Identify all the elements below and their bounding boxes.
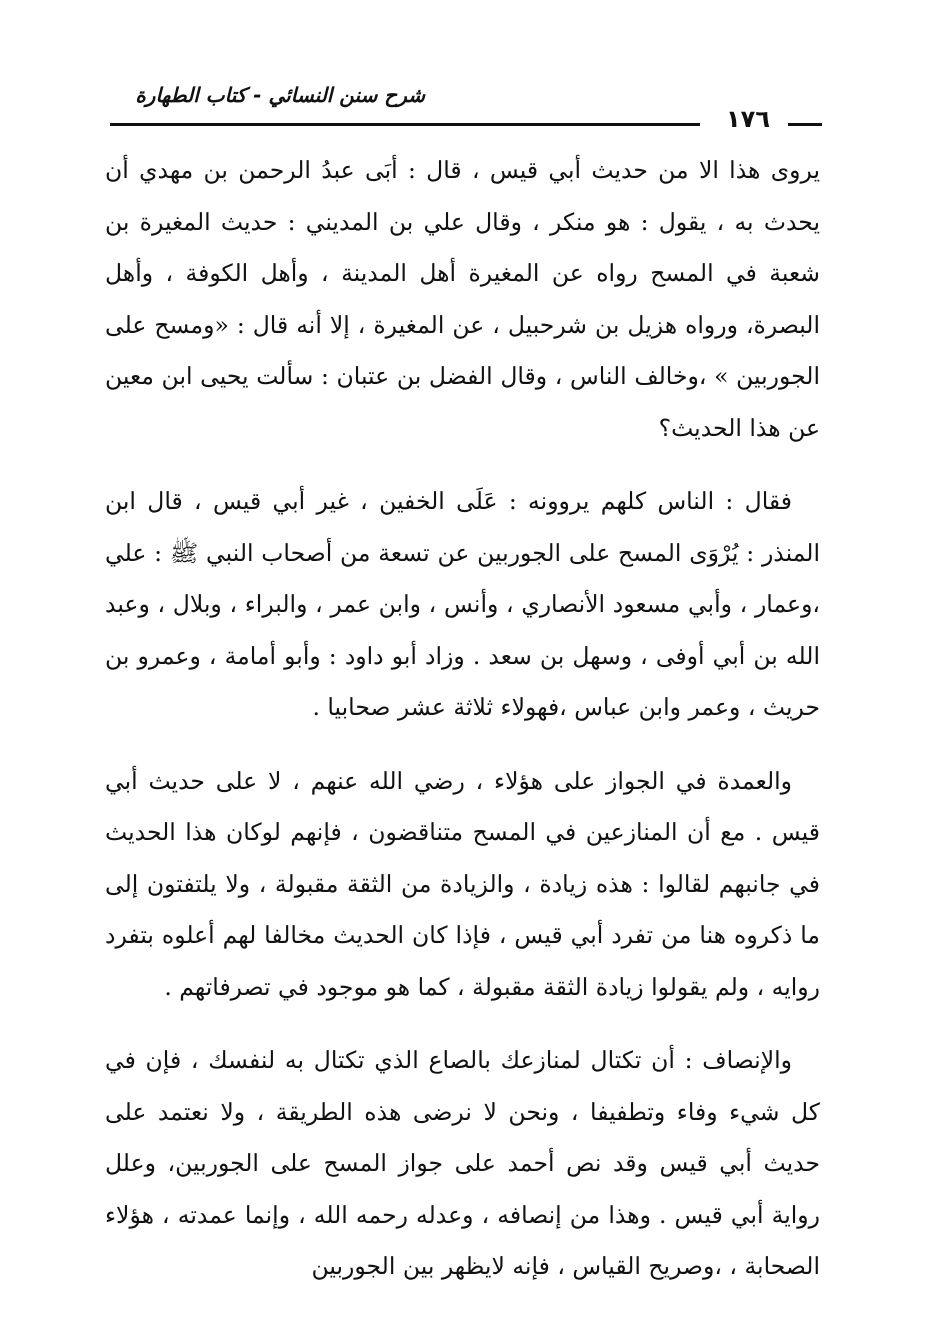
header-rule — [110, 123, 700, 126]
header-rule-short — [788, 123, 822, 126]
paragraph-3: والعمدة في الجواز على هؤلاء ، رضي الله عنهم ، لا على حديث أبي قيس . مع أن المنازعين في المسح متناقضون ، فإنهم لوكان هذا الحديث في جانبهم لقالوا : هذه زيادة ، والزيادة من الثقة مقبولة ، ولا يلتفتون إلى ما ذكروه هنا من تفرد أبي قيس ، فإذا كان الحديث مخالفا لهم أعلوه بتفرد روايه ، ولم يقولوا زيادة الثقة مقبولة ، كما هو موجود في تصرفاتهم . — [105, 766, 820, 1001]
paragraph-2: فقال : الناس كلهم يروونه : عَلَى الخفين ، غير أبي قيس ، قال ابن المنذر : يُرْوَى المسح على الجوربين عن تسعة من أصحاب النبي ﷺ : علي ،وعمار ، وأبي مسعود الأنصاري ، وأنس ، وابن عمر ، والبراء ، وبلال ، وعبد الله بن أبي أوفى ، وسهل بن سعد . وزاد أبو داود : وأبو أمامة ، وعمرو بن حريث ، وعمر وابن عباس ،فهولاء ثلاثة عشر صحابيا . — [105, 487, 820, 721]
paragraph-4: والإنصاف : أن تكتال لمنازعك بالصاع الذي تكتال به لنفسك ، فإن في كل شيء وفاء وتطفيفا ، ونحن لا نرضى هذه الطريقة ، ولا نعتمد على حديث أبي قيس وقد نص أحمد على جواز المسح على الجوربين، وعلل رواية أبي قيس . وهذا من إنصافه ، وعدله رحمه الله ، وإنما عمدته ، هؤلاء الصحابة ، ،وصريح القياس ، فإنه لايظهر بين الجوربين — [105, 1046, 820, 1280]
page-number: ١٧٦ — [726, 105, 770, 133]
body-text — [105, 145, 820, 1315]
running-title: شرح سنن النسائي - كتاب الطهارة — [135, 83, 425, 107]
paragraph-1: يروى هذا الا من حديث أبي قيس ، قال : أبَى عبدُ الرحمن بن مهدي أن يحدث به ، يقول : هو منكر ، وقال علي بن المديني : حديث المغيرة بن شعبة في المسح رواه عن المغيرة أهل المدينة ، وأهل الكوفة ، وأهل البصرة، ورواه هزيل بن شرحبيل ، عن المغيرة ، إلا أنه قال : «ومسح على الجوربين » ،وخالف الناس ، وقال الفضل بن عتبان : سألت يحيى ابن معين عن هذا الحديث؟ — [105, 156, 820, 442]
